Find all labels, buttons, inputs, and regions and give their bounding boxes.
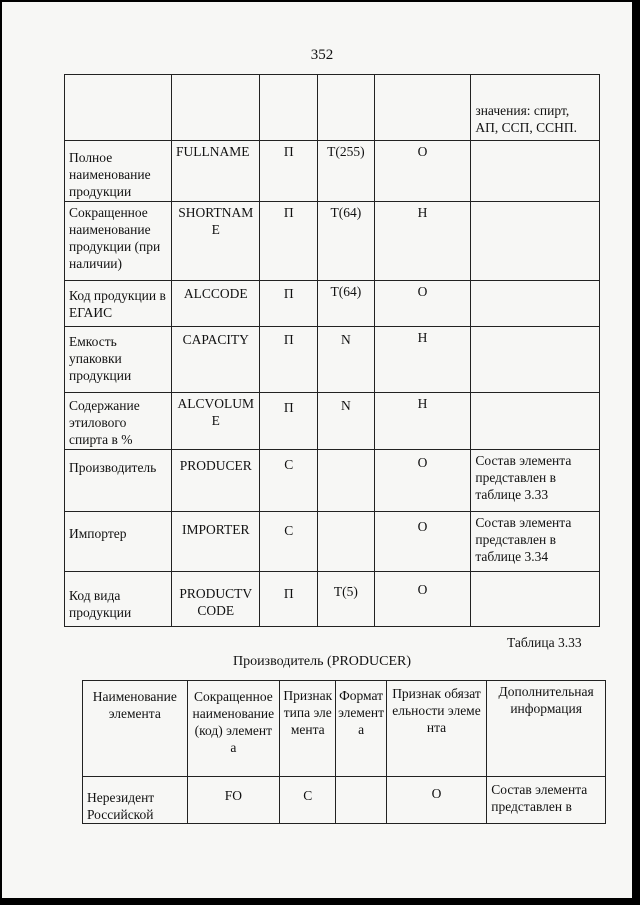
cell-required: Н [374,393,471,450]
cell-format: T(255) [318,141,375,202]
cell-name: Нерезидент Российской [83,777,188,824]
cell-info [471,393,600,450]
table-header-row [83,681,606,777]
cell-required: О [374,572,471,627]
cell-format [336,777,386,824]
cell-format: T(5) [318,572,375,627]
document-page [2,2,632,904]
cell-type: П [260,141,318,202]
cell-type: П [260,202,318,281]
header-info: Дополнительная информация [487,681,606,777]
table-title: Производитель (PRODUCER) [232,654,412,669]
cell-info [471,202,600,281]
cell-info: Состав элемента представлен в таблице 3.34 [471,512,600,572]
producer-table [82,680,606,824]
cell-code: FO [187,777,280,824]
cell-required: О [374,450,471,512]
cell-required [374,75,471,141]
cell-format [318,75,375,141]
cell-type: П [260,327,318,393]
table-row [65,393,600,450]
page-number: 352 [310,47,334,63]
cell-type: С [280,777,336,824]
cell-type: П [260,393,318,450]
cell-name: Емкость упаковки продукции [65,327,172,393]
table-row [65,327,600,393]
cell-format: T(64) [318,202,375,281]
header-code: Сокращенное наименование (код) элемента [187,681,280,777]
cell-info [471,281,600,327]
table-label: Таблица 3.33 [507,635,582,650]
table-row [65,141,600,202]
cell-code: PRODUCTVCODE [172,572,260,627]
elements-table-continued [64,74,600,627]
cell-name: Импортер [65,512,172,572]
cell-name: Производитель [65,450,172,512]
cell-code: PRODUCER [172,450,260,512]
table-row [65,512,600,572]
cell-required: О [374,281,471,327]
cell-code: FULLNAME [172,141,260,202]
cell-required: О [386,777,487,824]
cell-code: CAPACITY [172,327,260,393]
cell-required: Н [374,327,471,393]
header-format: Формат элемента [336,681,386,777]
header-type: Признак типа элемента [280,681,336,777]
cell-type: П [260,281,318,327]
cell-name: Полное наименование продукции [65,141,172,202]
cell-name: Код вида продукции [65,572,172,627]
cell-required: Н [374,202,471,281]
table-row [65,572,600,627]
table-row [65,75,600,141]
cell-info: значения: спирт, АП, ССП, ССНП. [471,75,600,141]
cell-required: О [374,141,471,202]
cell-format: T(64) [318,281,375,327]
cell-required: О [374,512,471,572]
cell-type: С [260,512,318,572]
cell-info [471,327,600,393]
cell-type [260,75,318,141]
cell-name [65,75,172,141]
header-name: Наименование элемента [83,681,188,777]
cell-code: IMPORTER [172,512,260,572]
table-row [83,777,606,824]
cell-name: Содержание этилового спирта в % [65,393,172,450]
cell-type: С [260,450,318,512]
cell-code [172,75,260,141]
cell-format [318,512,375,572]
cell-info [471,141,600,202]
cell-info: Состав элемента представлен в [487,777,606,824]
table-row [65,202,600,281]
table-row [65,281,600,327]
table-row [65,450,600,512]
cell-code: ALCVOLUME [172,393,260,450]
header-required: Признак обязательности элемента [386,681,487,777]
cell-code: SHORTNAME [172,202,260,281]
cell-info [471,572,600,627]
cell-name: Сокращенное наименование продукции (при наличии) [65,202,172,281]
cell-format [318,450,375,512]
cell-info: Состав элемента представлен в таблице 3.33 [471,450,600,512]
cell-type: П [260,572,318,627]
cell-code: ALCCODE [172,281,260,327]
cell-format: N [318,393,375,450]
cell-name: Код продукции в ЕГАИС [65,281,172,327]
cell-format: N [318,327,375,393]
